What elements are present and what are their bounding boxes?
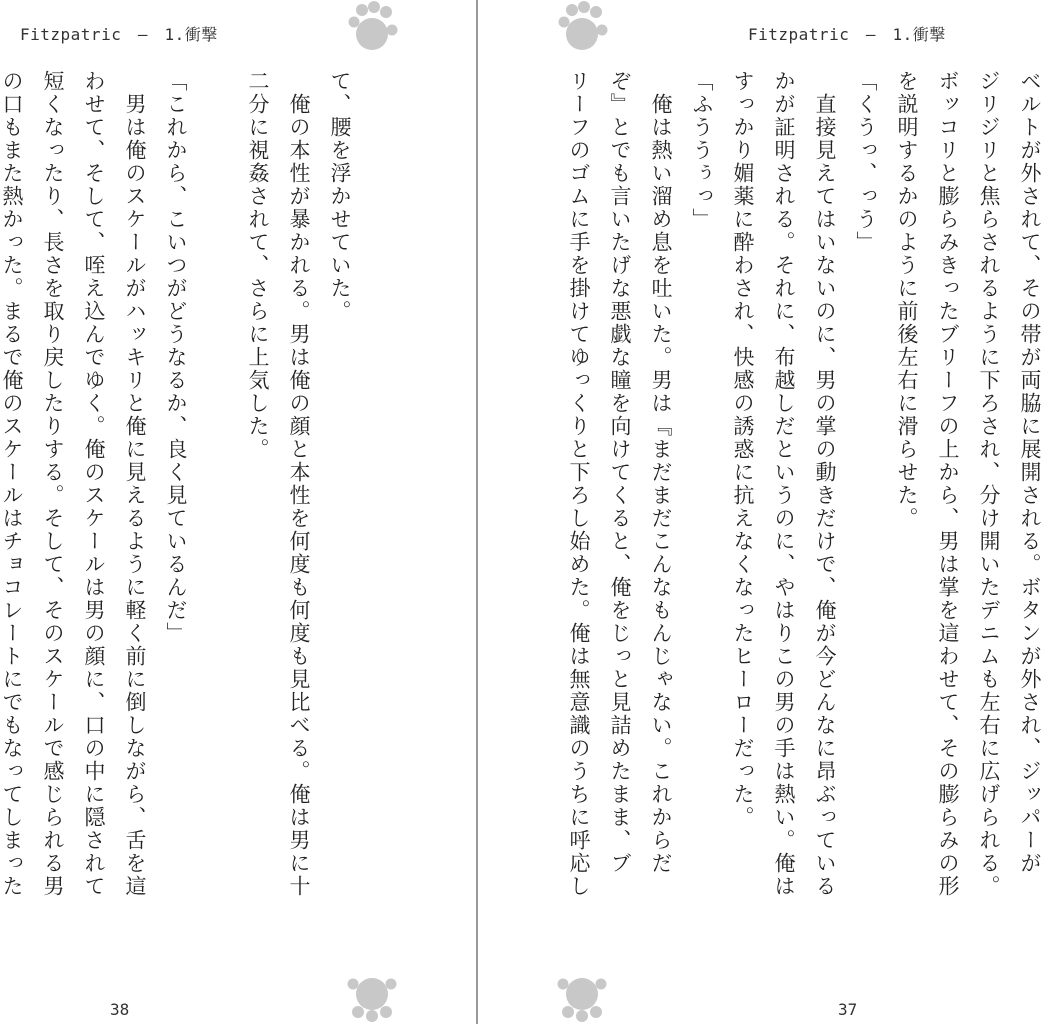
paw-print-icon	[344, 0, 400, 56]
page-number: 37	[838, 1000, 858, 1019]
paw-print-icon	[344, 968, 400, 1024]
page-number: 38	[110, 1000, 130, 1019]
left-page	[0, 0, 476, 1024]
running-header: Fitzpatric – 1.衝撃	[748, 25, 946, 44]
paw-print-icon	[554, 968, 610, 1024]
paw-print-icon	[554, 0, 610, 56]
body-text: ベルトが外されて、その帯が両脇に展開される。ボタンが外され、ジッパーが ジリジリと焦らされるように下ろされ、分け開いたデニムも左右に広げられる。 ボッコリと膨らみきったブリーフの上から、男は掌を這わせて、その膨らみの形 を説明するかのように前後左右に滑らせた。 「くうっ、っう」 直接見えてはいないのに、男の掌の動きだけで、俺が今どんなに昂ぶっている かが証明される。それに、布越しだというのに、やはりこの男の手は熱い。俺は すっかり媚薬に酔わされ、快感の誘惑に抗えなくなったヒーローだった。 「ふううぅっ」 俺は熱い溜め息を吐いた。男は『まだまだこんなもんじゃない。これからだ ぞ』とでも言いたげな悪戯な瞳を向けてくると、俺をじっと見詰めたまま、ブ リーフのゴムに手を掛けてゆっくりと下ろし始めた。俺は無意識のうちに呼応し	[567, 70, 1042, 898]
body-text: て、腰を浮かせていた。 俺の本性が暴かれる。男は俺の顔と本性を何度も何度も見比べる。俺は男に十 二分に視姦されて、さらに上気した。 「これから、こいつがどうなるか、良く見ているんだ」 男は俺のスケールがハッキリと俺に見えるように軽く前に倒しながら、舌を這 わせて、そして、咥え込んでゆく。俺のスケールは男の顔に、口の中に隠されて 短くなったり、長さを取り戻したりする。そして、そのスケールで感じられる男 の口もまた熱かった。まるで俺のスケールはチョコレートにでもなってしまった	[0, 70, 352, 898]
right-page	[478, 0, 1042, 1024]
running-header: Fitzpatric – 1.衝撃	[20, 25, 218, 44]
